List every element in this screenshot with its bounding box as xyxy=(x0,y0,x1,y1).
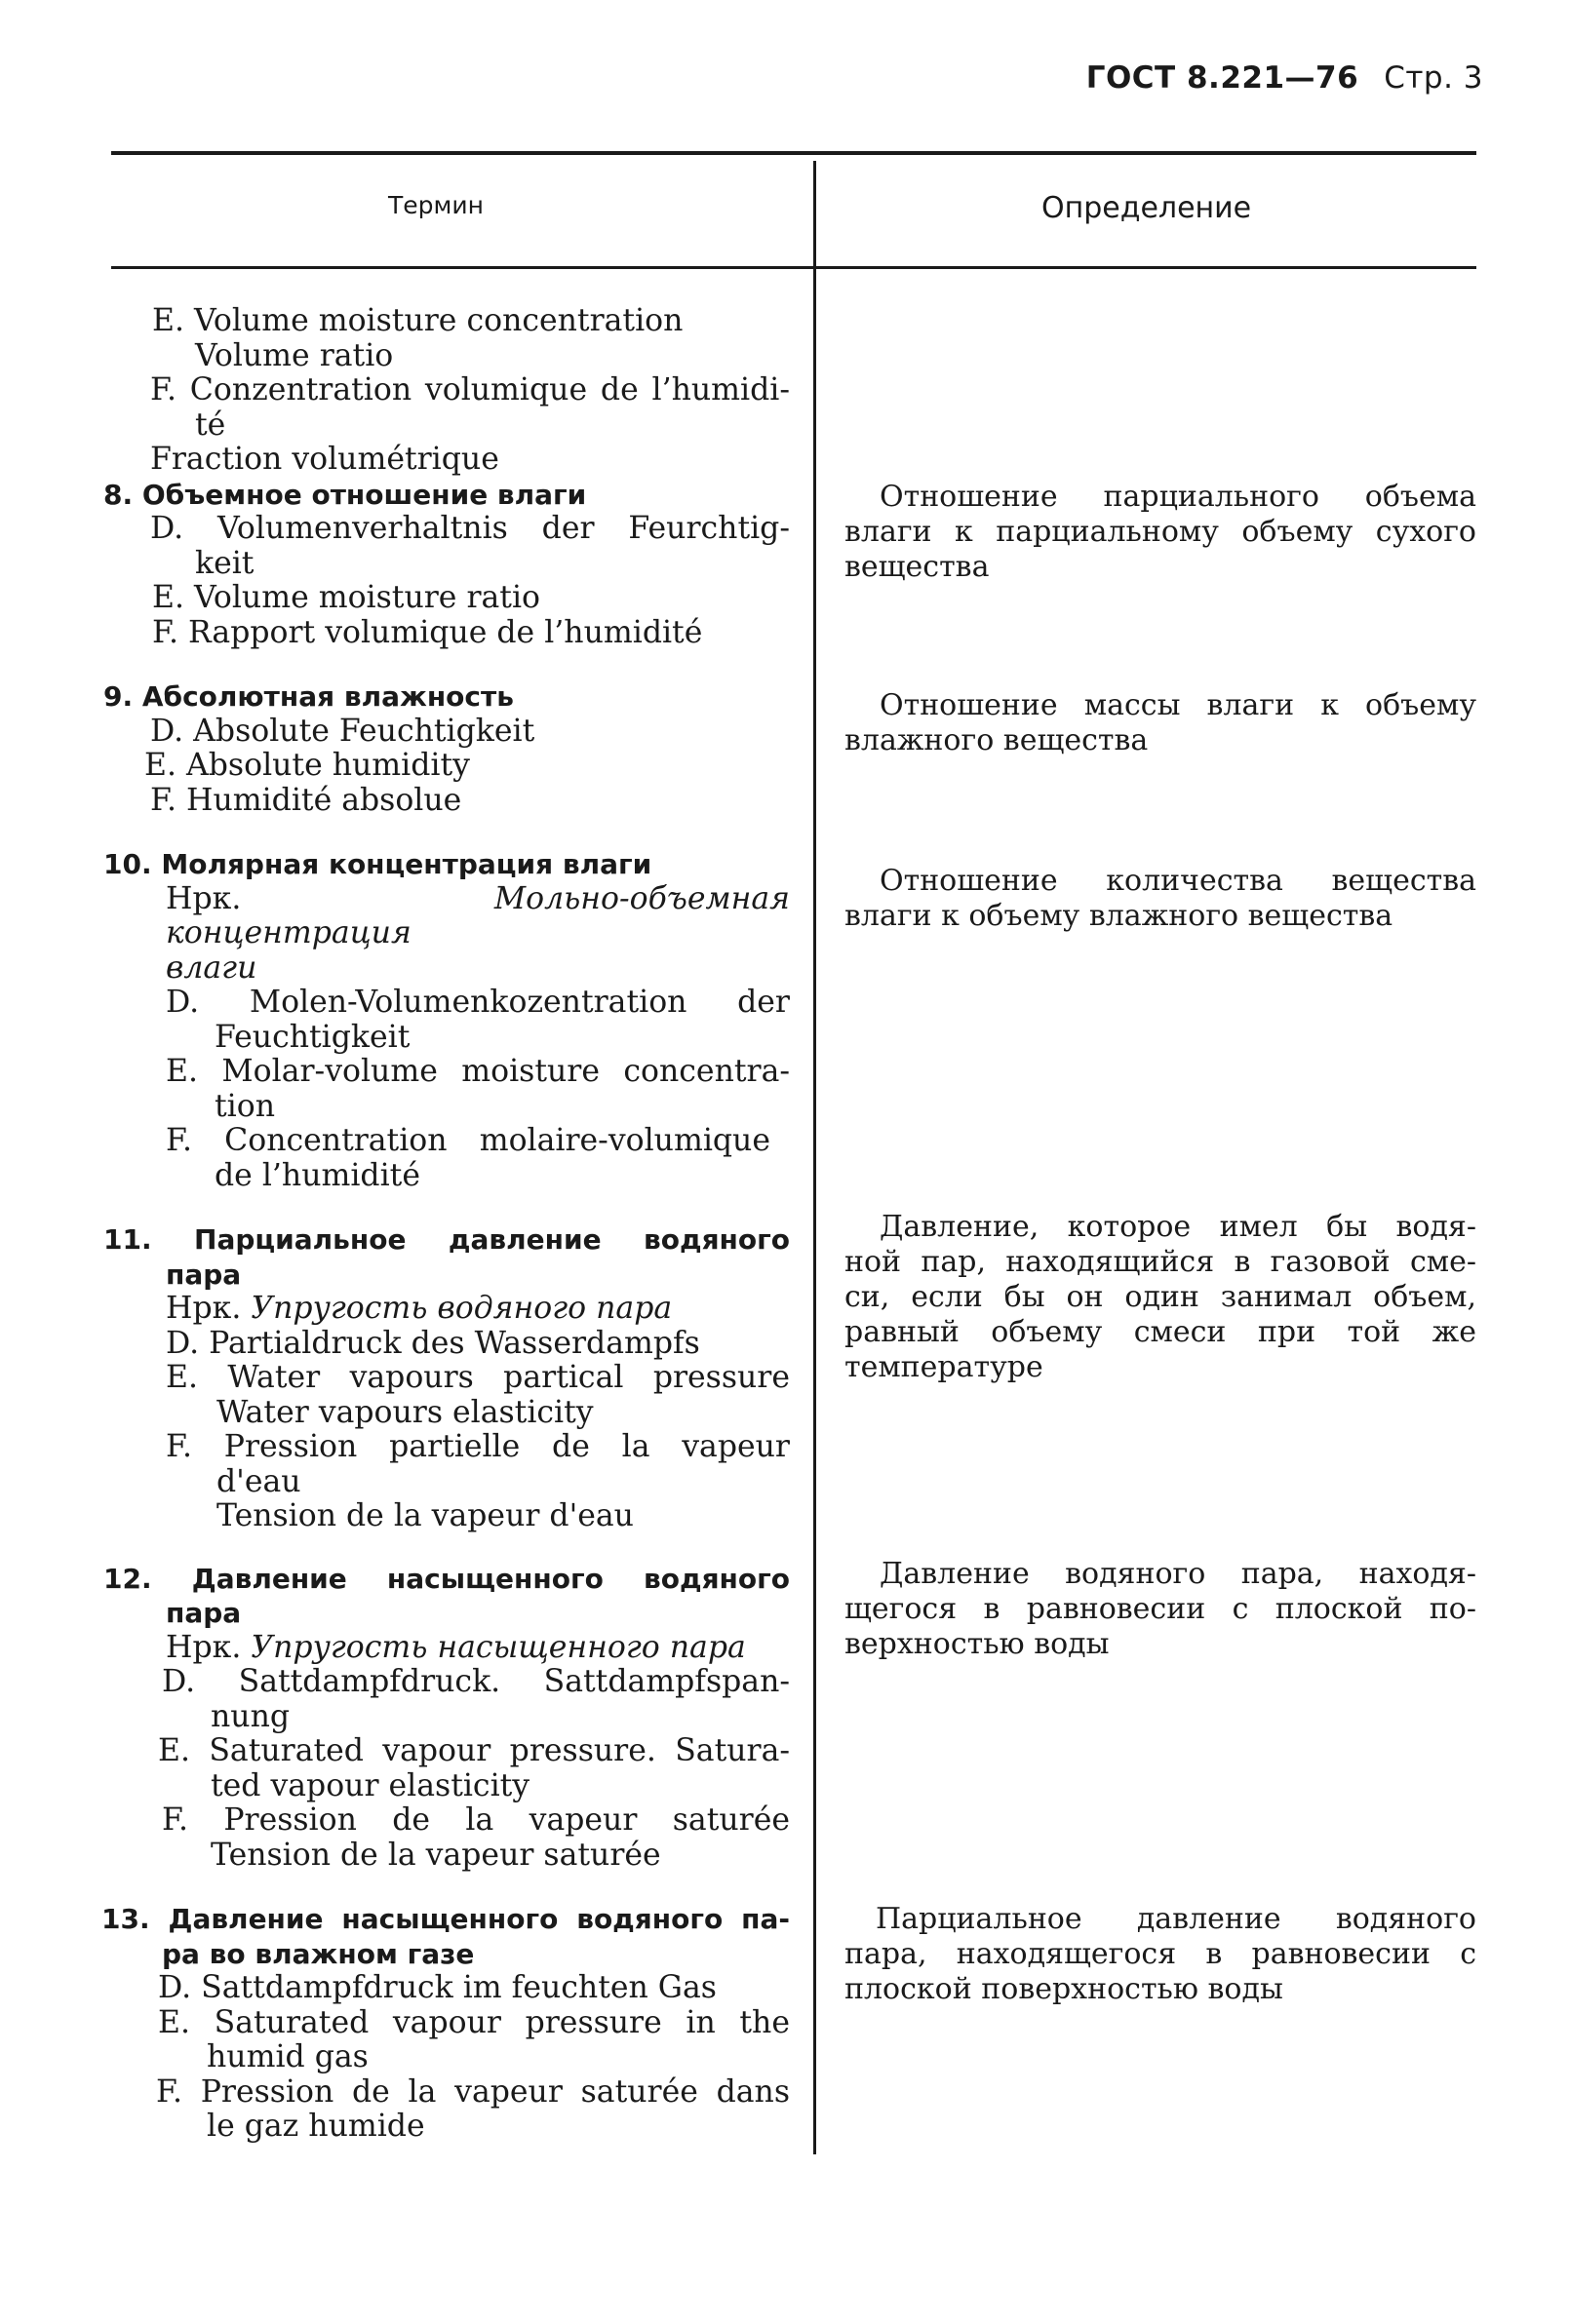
definition-line: си, если бы он один занимал объем, xyxy=(844,1280,1476,1314)
term-line: D. Partialdruck des Wasserdampfs xyxy=(166,1325,700,1361)
term-title-cont: пара xyxy=(166,1258,242,1291)
term-line: Water vapours elasticity xyxy=(216,1394,594,1430)
definition-line: Отношение количества вещества xyxy=(880,864,1476,898)
terms-column xyxy=(101,304,790,2145)
term-line: keit xyxy=(195,545,255,581)
definition-line: влаги к объему влажного вещества xyxy=(844,899,1393,933)
nrk-label: Нрк. xyxy=(166,1629,242,1665)
term-entry-9 xyxy=(101,679,790,818)
nrk-term: Мольно-объемная концентрация xyxy=(166,880,790,950)
term-nrk-line xyxy=(101,1631,790,1666)
nrk-term: Упругость водяного пара xyxy=(251,1291,673,1326)
nrk-term: Упругость насыщенного пара xyxy=(251,1629,746,1665)
column-header-definition: Определение xyxy=(1041,191,1252,225)
term-line: F. Rapport volumique de l’humidité xyxy=(152,614,703,650)
term-line: té xyxy=(195,407,226,443)
definition-9 xyxy=(844,688,1476,758)
definition-11 xyxy=(844,1210,1476,1385)
term-line: E. Volume moisture concentration xyxy=(152,303,684,338)
term-line: Volume ratio xyxy=(195,337,394,373)
definition-line: влаги к парциальному объему сухого xyxy=(844,515,1476,549)
definition-line: Давление, которое имел бы водя- xyxy=(880,1210,1476,1244)
term-line: D. Molen-Volumenkozentration der xyxy=(166,985,790,1020)
term-line: D. Sattdampfdruck. Sattdampfspan- xyxy=(162,1664,790,1699)
term-line: D. Volumenverhaltnis der Feurchtig- xyxy=(150,511,790,546)
nrk-term-cont: влаги xyxy=(166,949,257,986)
term-line: Feuchtigkeit xyxy=(215,1019,411,1055)
term-line: F. Pression de la vapeur saturée xyxy=(162,1802,790,1838)
term-line: ted vapour elasticity xyxy=(211,1767,530,1803)
term-line: E. Molar-volume moisture concentra- xyxy=(166,1054,790,1089)
column-divider xyxy=(813,161,816,2154)
term-title: 11. Парциальное давление водяного xyxy=(103,1223,790,1256)
term-line: E. Volume moisture ratio xyxy=(152,580,540,615)
term-title: 9. Абсолютная влажность xyxy=(103,680,514,713)
column-header-term: Термин xyxy=(388,191,484,219)
term-line: F. Humidité absolue xyxy=(150,782,462,818)
definition-12 xyxy=(844,1557,1476,1662)
term-entry-12 xyxy=(101,1562,790,1874)
definition-line: равный объему смеси при той же xyxy=(844,1315,1476,1349)
term-line: D. Absolute Feuchtigkeit xyxy=(150,713,535,749)
nrk-label: Нрк. xyxy=(166,880,242,916)
page-number: Стр. 3 xyxy=(1384,60,1483,96)
definition-10 xyxy=(844,864,1476,934)
term-line: le gaz humide xyxy=(207,2109,425,2144)
definition-13 xyxy=(844,1902,1476,2007)
table-top-rule xyxy=(111,151,1476,155)
term-line: F. Pression de la vapeur saturée dans xyxy=(156,2073,790,2110)
definition-line: температуре xyxy=(844,1350,1043,1384)
definition-line: Парциальное давление водяного xyxy=(876,1902,1476,1936)
table-header-rule xyxy=(111,266,1476,269)
standard-code: ГОСТ 8.221—76 xyxy=(1085,60,1359,96)
page-header xyxy=(1086,60,1483,96)
definition-line: верхностью воды xyxy=(844,1627,1110,1661)
definition-line: ной пар, находящийся в газовой сме- xyxy=(844,1245,1476,1279)
definition-8 xyxy=(844,480,1476,585)
term-entry-7 xyxy=(101,304,790,478)
term-line: humid gas xyxy=(207,2039,369,2074)
term-nrk-line xyxy=(101,1292,790,1327)
term-entry-10 xyxy=(101,847,790,1193)
term-entry-8 xyxy=(101,478,790,651)
term-line: E. Absolute humidity xyxy=(144,748,470,783)
term-title-cont: ра во влажном газе xyxy=(162,1937,475,1970)
term-nrk-line xyxy=(101,882,790,951)
definition-line: влажного вещества xyxy=(844,723,1149,757)
term-entry-11 xyxy=(101,1222,790,1534)
term-line: de l’humidité xyxy=(215,1157,420,1193)
term-line: F. Conzentration volumique de l’humidi- xyxy=(150,372,790,407)
term-line: E. Saturated vapour pressure. Satura- xyxy=(158,1733,790,1768)
term-line: E. Water vapours partical pressure xyxy=(166,1360,790,1395)
term-title: 12. Давление насыщенного водяного xyxy=(103,1562,790,1595)
term-line: Tension de la vapeur d'eau xyxy=(216,1498,634,1533)
term-line: nung xyxy=(211,1698,291,1734)
term-line: D. Sattdampfdruck im feuchten Gas xyxy=(158,1970,717,2005)
term-title: 13. Давление насыщенного водяного па- xyxy=(101,1903,790,1935)
definition-line: Отношение массы влаги к объему xyxy=(880,688,1476,722)
definition-line: пара, находящегося в равновесии с xyxy=(844,1937,1476,1971)
term-line: tion xyxy=(215,1088,275,1124)
term-line: F. Pression partielle de la vapeur xyxy=(166,1429,790,1464)
term-title: 8. Объемное отношение влаги xyxy=(103,478,587,511)
term-title-cont: пара xyxy=(166,1597,242,1629)
definition-line: Отношение парциального объема xyxy=(880,480,1476,514)
definition-line: плоской поверхностью воды xyxy=(844,1972,1283,2006)
term-entry-13 xyxy=(101,1902,790,2145)
term-line: Tension de la vapeur saturée xyxy=(211,1837,661,1873)
term-line: Fraction volumétrique xyxy=(150,442,499,477)
term-line: F. Concentration molaire-volumique xyxy=(166,1123,770,1158)
nrk-label: Нрк. xyxy=(166,1291,242,1326)
definition-line: Давление водяного пара, находя- xyxy=(880,1557,1476,1591)
definition-line: вещества xyxy=(844,550,990,584)
term-line: E. Saturated vapour pressure in the xyxy=(158,2004,790,2040)
term-title: 10. Молярная концентрация влаги xyxy=(103,848,652,880)
definition-line: щегося в равновесии с плоской по- xyxy=(844,1592,1476,1626)
term-line: d'eau xyxy=(216,1463,301,1499)
